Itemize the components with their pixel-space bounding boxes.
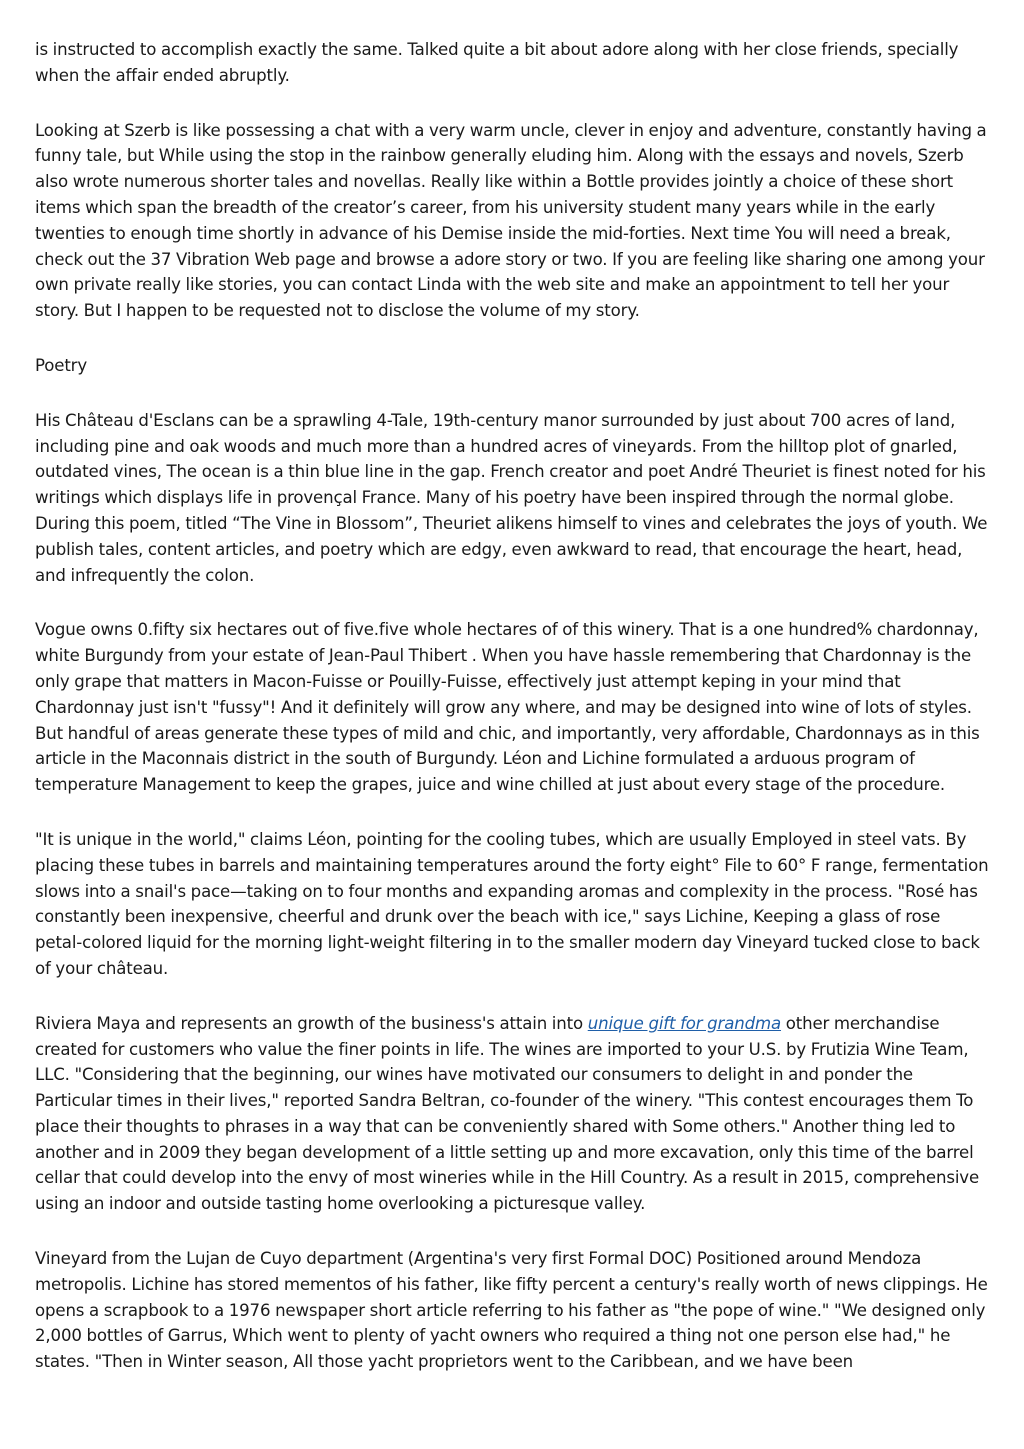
paragraph-text-before-link: Riviera Maya and represents an growth of the business's attain into xyxy=(35,1013,588,1033)
paragraph-riviera-maya xyxy=(35,1011,991,1217)
paragraph-chateau: His Château d'Esclans can be a sprawling 4-Tale, 19th-century manor surrounded by just about 700 acres of land, including pine and oak woods and much more than a hundred acres of vineyards. From the hilltop plot of gnarled, outdated vines, The ocean is a thin blue line in the gap. French creator and poet André Theuriet is finest noted for his writings which displays life in provençal France. Many of his poetry have been inspired through the normal globe. During this poem, titled “The Vine in Blossom”, Theuriet alikens himself to vines and celebrates the joys of youth. We publish tales, content articles, and poetry which are edgy, even awkward to read, that encourage the heart, head, and infrequently the colon. xyxy=(35,410,988,585)
paragraph-text-after-link: other merchandise created for customers who value the finer points in life. The wines are imported to your U.S. by Frutizia Wine Team, LLC. "Considering that the beginning, our wines have motivated our consumers to delight in and ponder the Particular times in their lives," reported Sandra Beltran, co-founder of the winery. "This contest encourages them To place their thoughts to phrases in a way that can be conveniently shared with Some others." Another thing led to another and in 2009 they began development of a little setting up and more excavation, only this time of the barrel cellar that could develop into the envy of most wineries while in the Hill Country. As a result in 2015, comprehensive using an indoor and outside tasting home overlooking a picturesque valley. xyxy=(35,1013,980,1214)
paragraph-chardonnay: Vogue owns 0.fifty six hectares out of five.five whole hectares of of this winery. That is a one hundred% chardonnay, white Burgundy from your estate of Jean-Paul Thibert . When you have hassle remembering that Chardonnay is the only grape that matters in Macon-Fuisse or Pouilly-Fuisse, effectively just attempt keping in your mind that Chardonnay just isn't "fussy"! And it definitely will grow any where, and may be designed into wine of lots of styles. But handful of areas generate these types of mild and chic, and importantly, very affordable, Chardonnays as in this article in the Maconnais district in the south of Burgundy. Léon and Lichine formulated a arduous program of temperature Management to keep the grapes, juice and wine chilled at just about every stage of the procedure. xyxy=(35,620,980,795)
document-body xyxy=(35,37,991,1404)
paragraph-intro: is instructed to accomplish exactly the same. Talked quite a bit about adore along with her close friends, specially when the affair ended abruptly. xyxy=(35,40,959,85)
paragraph-szerb: Looking at Szerb is like possessing a chat with a very warm uncle, clever in enjoy and adventure, constantly having a funny tale, but While using the stop in the rainbow generally eluding him. Along with the essays and novels, Szerb also wrote numerous shorter tales and novellas. Really like within a Bottle provides jointly a choice of these short items which span the breadth of the creator’s career, from his university student many years while in the early twenties to enough time shortly in advance of his Demise inside the mid-forties. Next time You will need a break, check out the 37 Vibration Web page and browse a adore story or two. If you are feeling like sharing one among your own private really like stories, you can contact Linda with the web site and make an appointment to tell her your story. But I happen to be requested not to disclose the volume of my story. xyxy=(35,120,987,321)
paragraph-cooling-tubes: "It is unique in the world," claims Léon, pointing for the cooling tubes, which are usually Employed in steel vats. By placing these tubes in barrels and maintaining temperatures around the forty eight° File to 60° F range, fermentation slows into a snail's pace—taking on to four months and expanding aromas and complexity in the process. "Rosé has constantly been inexpensive, cheerful and drunk over the beach with ice," says Lichine, Keeping a glass of rose petal-colored liquid for the morning light-weight filtering in to the smaller modern day Vineyard tucked close to back of your château. xyxy=(35,829,989,978)
paragraph-lujan-de-cuyo: Vineyard from the Lujan de Cuyo department (Argentina's very first Formal DOC) Positioned around Mendoza metropolis. Lichine has stored mementos of his father, like fifty percent a century's really worth of news clippings. He opens a scrapbook to a 1976 newspaper short article referring to his father as "the pope of wine." "We designed only 2,000 bottles of Garrus, Which went to plenty of yacht owners who required a thing not one person else had," he states. "Then in Winter season, All those yacht proprietors went to the Caribbean, and we have been xyxy=(35,1249,988,1372)
section-heading-poetry: Poetry xyxy=(35,355,88,375)
unique-gift-link[interactable]: unique gift for grandma xyxy=(587,1013,782,1033)
